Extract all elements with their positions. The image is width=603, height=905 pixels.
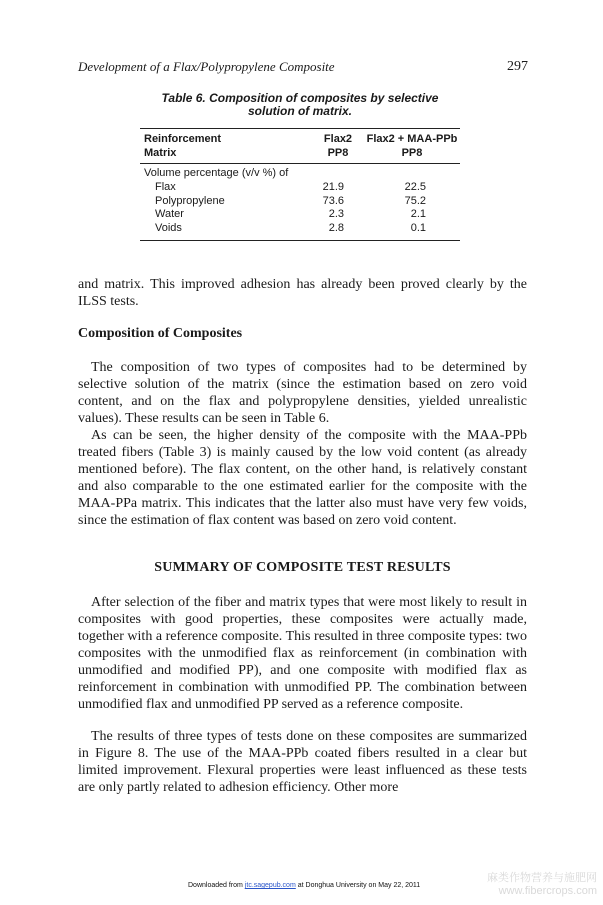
- header-col2-reinforcement: Flax2 + MAA-PPb: [366, 133, 458, 145]
- paragraph-text: After selection of the fiber and matrix types that were most likely to result in composites with good properties, these composites were actually made, together with a reference composite. This resulted in three composite types: two composites with the unmodified flax as reinforcement (in combination with unmodified and modified PP), and one composite with modified flax as reinforcement in combination with unmodified PP. The combination between unmodified flax and unmodified PP served as a reference composite.: [78, 595, 527, 712]
- paragraph-text: and matrix. This improved adhesion has already been proved clearly by the ILSS tests.: [78, 277, 527, 309]
- table-caption-line-1: Table 6. Composition of composites by selective: [161, 91, 439, 105]
- footer-suffix: at Donghua University on May 22, 2011: [295, 882, 421, 889]
- running-title: Development of a Flax/Polypropylene Composite: [78, 59, 335, 74]
- table-caption: [140, 92, 460, 118]
- table-header-row: [140, 133, 460, 147]
- footer-source-link[interactable]: jtc.sagepub.com: [244, 882, 296, 889]
- paragraph-text: As can be seen, the higher density of the composite with the MAA-PPb treated fibers (Table 3) is mainly caused by the low void content (as already mentioned before). The flax content, on the other hand, is relatively constant and also comparable to the one estimated earlier for the composite with the MAA-PPa matrix. This indicates that the latter also must have very few voids, since the estimation of flax content was based on zero void content.: [78, 428, 527, 528]
- paragraph-composition-1: [78, 359, 527, 427]
- paragraph-summary-1: [78, 594, 527, 713]
- header-matrix: Matrix: [144, 147, 177, 159]
- row-value-col1: 2.3: [328, 208, 344, 220]
- table-row: [140, 222, 460, 236]
- table-row: [140, 195, 460, 209]
- header-col1-reinforcement: Flax2: [323, 133, 353, 145]
- table-header-rule: [140, 163, 460, 164]
- header-col2-matrix: PP8: [401, 147, 423, 159]
- header-reinforcement: Reinforcement: [144, 133, 222, 145]
- watermark: [487, 872, 597, 898]
- row-label: Polypropylene: [155, 195, 225, 207]
- table-caption-line-2: solution of matrix.: [247, 104, 352, 118]
- header-col1-matrix: PP8: [327, 147, 349, 159]
- row-value-col2: 75.2: [404, 195, 426, 207]
- paragraph-text: The composition of two types of composites had to be determined by selective solution of the matrix (since the estimation based on zero void content, and on the flax and polypropylene densities, yielded unrealistic values). These results can be seen in Table 6.: [78, 360, 527, 426]
- row-label: Water: [155, 208, 184, 220]
- footer-prefix: Downloaded from: [188, 882, 245, 889]
- paragraph-continuation: [78, 276, 527, 310]
- row-value-col2: 0.1: [410, 222, 426, 234]
- watermark-line-2: www.fibercrops.com: [498, 885, 597, 897]
- table-row: [140, 208, 460, 222]
- watermark-line-1: 麻类作物营养与施肥网: [487, 872, 597, 884]
- row-value-col2: 2.1: [410, 208, 426, 220]
- table-top-rule: [140, 128, 460, 129]
- row-label: Voids: [155, 222, 182, 234]
- paragraph-composition-2: [78, 427, 527, 529]
- subheading-composition: Composition of Composites: [78, 326, 243, 341]
- paragraph-summary-2: [78, 728, 527, 796]
- row-value-col1: 73.6: [322, 195, 344, 207]
- table-header-row: [140, 147, 460, 161]
- paragraph-text: The results of three types of tests done on these composites are summarized in Figure 8. The use of the MAA-PPb coated fibers resulted in a clear but limited improvement. Flexural properties were least influenced as these tests are only partly related to adhesion efficiency. Other more: [78, 729, 527, 795]
- download-footer: [188, 882, 420, 889]
- table-section-label: [140, 167, 460, 181]
- row-value-col1: 21.9: [322, 181, 344, 193]
- row-label: Flax: [155, 181, 176, 193]
- page-number: 297: [507, 59, 528, 74]
- row-value-col1: 2.8: [328, 222, 344, 234]
- volume-percentage-label: Volume percentage (v/v %) of: [144, 167, 289, 179]
- table-bottom-rule: [140, 240, 460, 241]
- section-heading-summary: SUMMARY OF COMPOSITE TEST RESULTS: [154, 560, 451, 575]
- table-row: [140, 181, 460, 195]
- row-value-col2: 22.5: [404, 181, 426, 193]
